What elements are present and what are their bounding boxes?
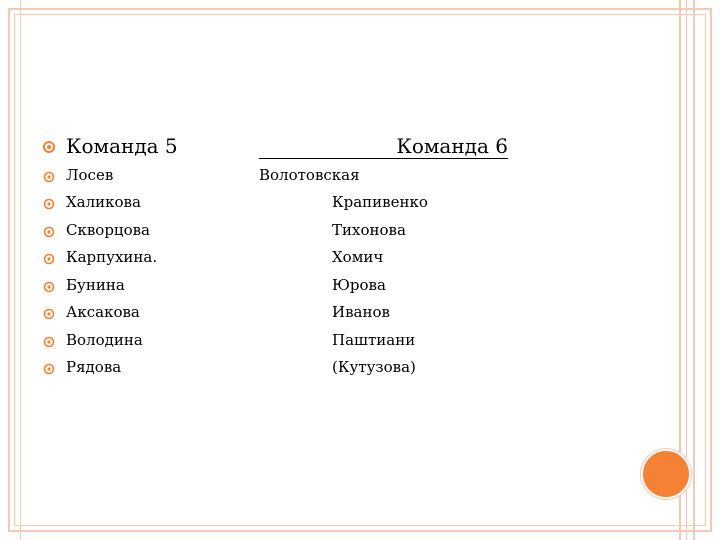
team5-member: Бунина <box>66 276 125 294</box>
frame-inner <box>14 14 706 526</box>
frame-right-band <box>693 0 695 540</box>
team5-member: Халикова <box>66 193 141 211</box>
bullet-icon <box>42 362 56 376</box>
team5-member: Скворцова <box>66 221 150 239</box>
decorative-circle <box>641 449 691 499</box>
bullet-icon <box>42 140 56 154</box>
bullet-icon <box>42 280 56 294</box>
bullet-icon <box>42 225 56 239</box>
team5-member: Аксакова <box>66 303 140 321</box>
bullet-icon <box>42 335 56 349</box>
bullet-icon <box>42 307 56 321</box>
team6-title: Команда 6 <box>259 134 508 159</box>
team6-member: Юрова <box>332 276 386 294</box>
team6-member: (Кутузова) <box>332 358 416 376</box>
team6-member: Иванов <box>332 303 390 321</box>
team6-member: Крапивенко <box>332 193 428 211</box>
bullet-icon <box>42 252 56 266</box>
team6-member: Паштиани <box>332 331 416 349</box>
team6-member: Тихонова <box>332 221 406 239</box>
bullet-icon <box>42 197 56 211</box>
team6-member: Хомич <box>332 248 384 266</box>
team6-member: Волотовская <box>259 166 360 184</box>
team5-member: Карпухина. <box>66 248 158 266</box>
team5-member: Лосев <box>66 166 114 184</box>
bullet-icon <box>42 170 56 184</box>
team5-title: Команда 5 <box>66 134 178 158</box>
team5-member: Володина <box>66 331 143 349</box>
team5-member: Рядова <box>66 358 122 376</box>
